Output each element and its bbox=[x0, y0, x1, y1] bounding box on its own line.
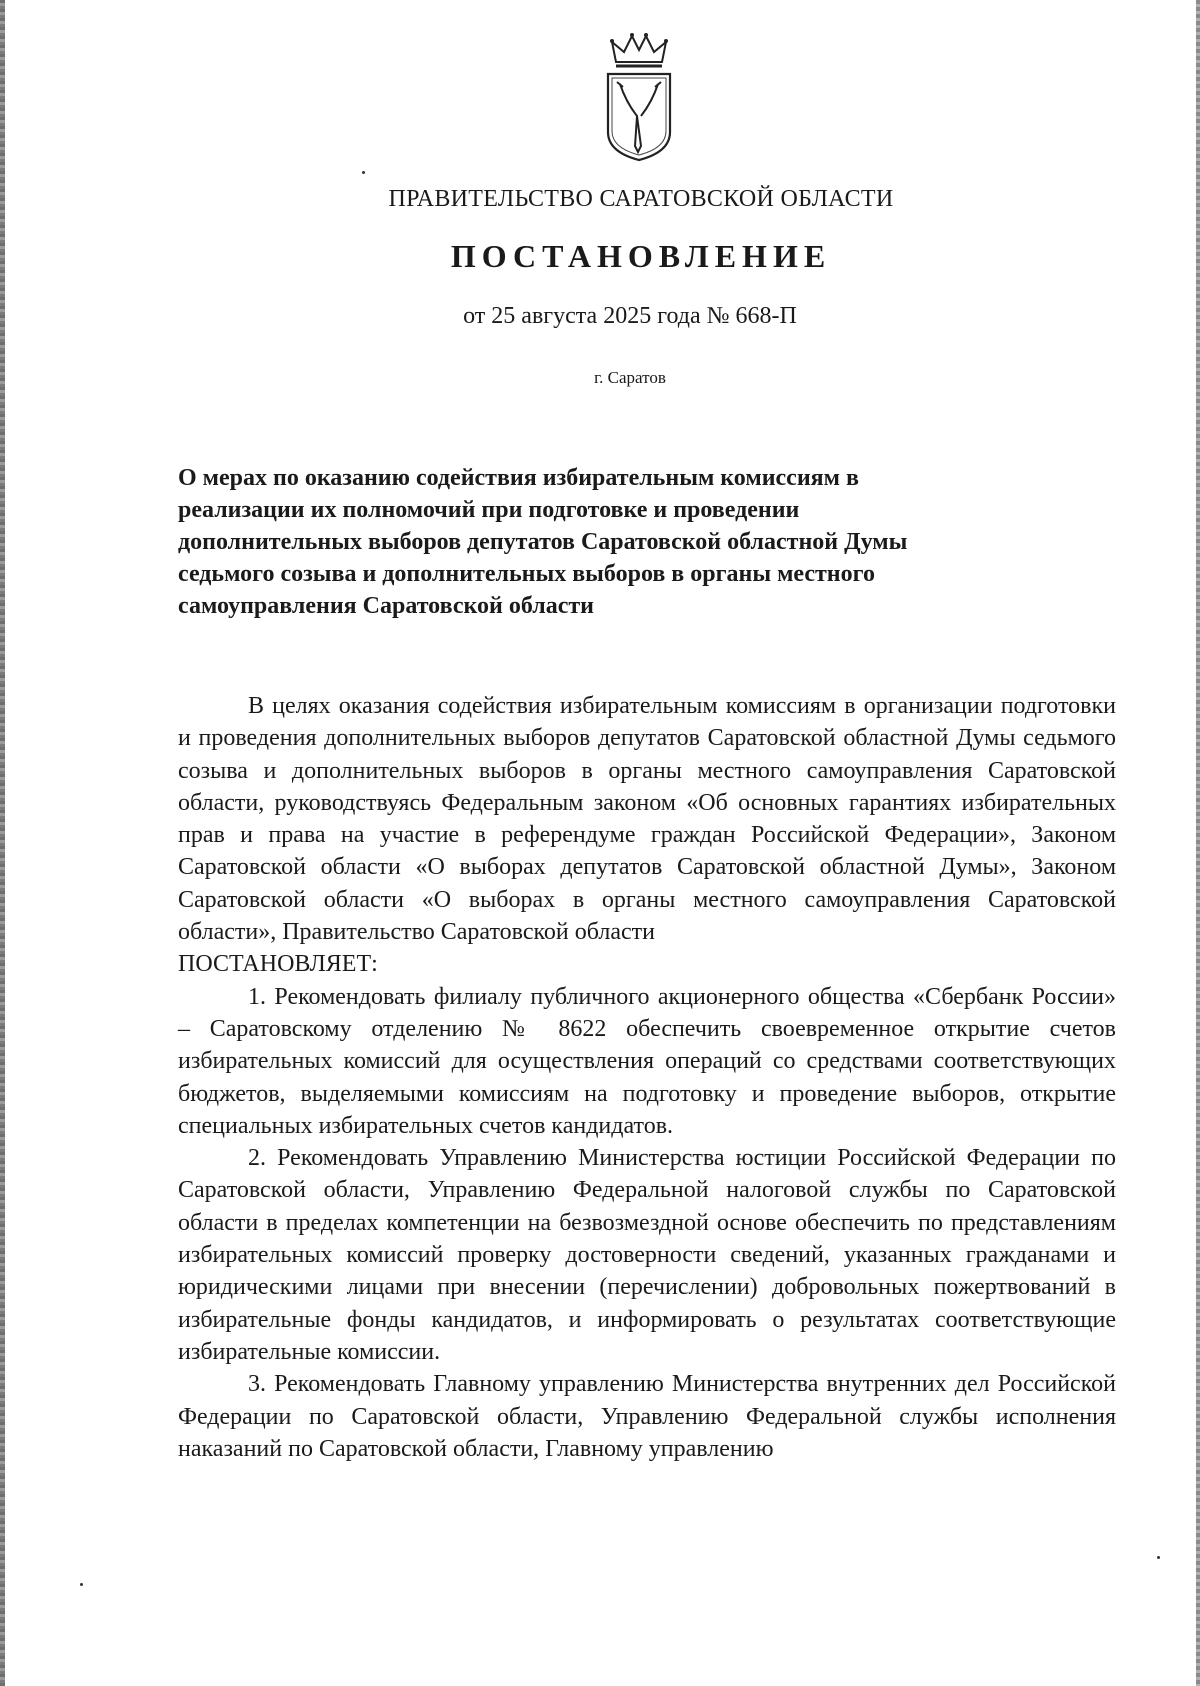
preamble-paragraph: В целях оказания содействия избирательным комиссиям в организации подготовки и проведения дополнительных выборов депутатов Саратовской областной Думы седьмого созыва и дополнительных выборов в органы местного самоуправления Саратовской области, руководствуясь Федеральным законом «Об основных гарантиях избирательных прав и права на участие в референдуме граждан Российской Федерации», Законом Саратовской области «О выборах депутатов Саратовской областной Думы», Законом Саратовской области «О выборах в органы местного самоуправления Саратовской области», Правительство Саратовской области bbox=[178, 693, 1116, 946]
saratov-region-coat-of-arms-icon bbox=[602, 32, 676, 162]
government-name: ПРАВИТЕЛЬСТВО САРАТОВСКОЙ ОБЛАСТИ bbox=[388, 186, 894, 212]
document-body bbox=[178, 690, 1116, 1465]
scan-speck bbox=[1157, 1556, 1160, 1559]
item-paragraph-1: 1. Рекомендовать филиалу публичного акционерного общества «Сбербанк России» – Саратовскому отделению № 8622 обеспечить своевременное открытие счетов избирательных комиссий для осуществления операций со средствами соответствующих бюджетов, выделяемыми комиссиям на подготовку и проведение выборов, открытие специальных избирательных счетов кандидатов. bbox=[178, 983, 1116, 1139]
scan-speck bbox=[80, 1583, 83, 1586]
document-date-number: от 25 августа 2025 года № 668-П bbox=[463, 303, 797, 329]
scan-speck bbox=[362, 171, 365, 174]
document-type-title: ПОСТАНОВЛЕНИЕ bbox=[450, 238, 832, 274]
document-city: г. Саратов bbox=[594, 368, 666, 387]
document-subject: О мерах по оказанию содействия избирательным комиссиям в реализации их полномочий при подготовке и проведении дополнительных выборов депутатов Саратовской областной Думы седьмого созыва и дополнительных выборов в органы местного самоуправления Саратовской области bbox=[178, 465, 908, 619]
item-paragraph-2: 2. Рекомендовать Управлению Министерства юстиции Российской Федерации по Саратовской области, Управлению Федеральной налоговой службы по Саратовской области в пределах компетенции на безвозмездной основе обеспечить по представлениям избирательных комиссий проверку достоверности сведений, указанных гражданами и юридическими лицами при внесении (перечислении) добровольных пожертвований в избирательные фонды кандидатов, и информировать о результатах соответствующие избирательные комиссии. bbox=[178, 1145, 1116, 1365]
item-paragraph-3: 3. Рекомендовать Главному управлению Министерства внутренних дел Российской Федерации по Саратовской области, Управлению Федеральной службы исполнения наказаний по Саратовской области, Главному управлению bbox=[178, 1371, 1116, 1462]
resolves-line: ПОСТАНОВЛЯЕТ: bbox=[178, 951, 378, 978]
